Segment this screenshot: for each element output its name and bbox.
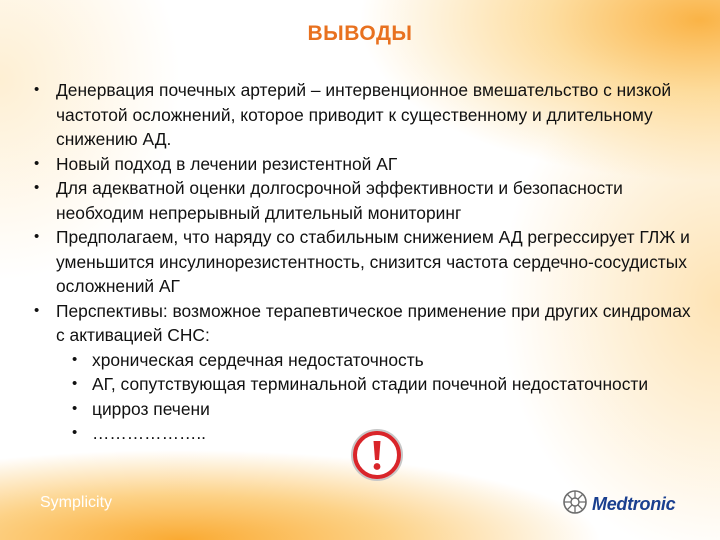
medtronic-logo: [562, 490, 675, 518]
sub-bullet-item: • цирроз печени: [72, 397, 704, 422]
slide-content: [34, 78, 704, 446]
brand-name: Medtronic: [592, 493, 676, 514]
bullet-item: • Для адекватной оценки долгосрочной эффективности и безопасности необходим непрерывный длительный мониторинг: [34, 176, 704, 225]
bullet-item-perspectives: [34, 299, 704, 446]
bullet-item: • Предполагаем, что наряду со стабильным снижением АД регрессирует ГЛЖ и уменьшится инсулинорезистентность, снизится частота сердечно-сосудистых осложнений АГ: [34, 225, 704, 299]
sub-bullet-item: • АГ, сопутствующая терминальной стадии почечной недостаточности: [72, 372, 704, 397]
footer-product-name: Symplicity: [40, 494, 113, 511]
bullet-text: Перспективы: возможное терапевтическое применение при других синдромах с активацией СНС:: [56, 300, 691, 345]
slide-title: ВЫВОДЫ: [307, 22, 413, 45]
medtronic-logo-icon: [562, 489, 588, 520]
sub-bullet-item: • хроническая сердечная недостаточность: [72, 348, 704, 373]
bullet-list: [34, 78, 704, 446]
bullet-item: • Новый подход в лечении резистентной АГ: [34, 152, 704, 177]
exclamation-circle-icon: [350, 428, 404, 482]
sub-bullet-item: • ………………..: [72, 421, 704, 446]
bullet-item: • Денервация почечных артерий – интервенционное вмешательство с низкой частотой осложнений, которое приводит к существенному и длительному снижению АД.: [34, 78, 704, 152]
